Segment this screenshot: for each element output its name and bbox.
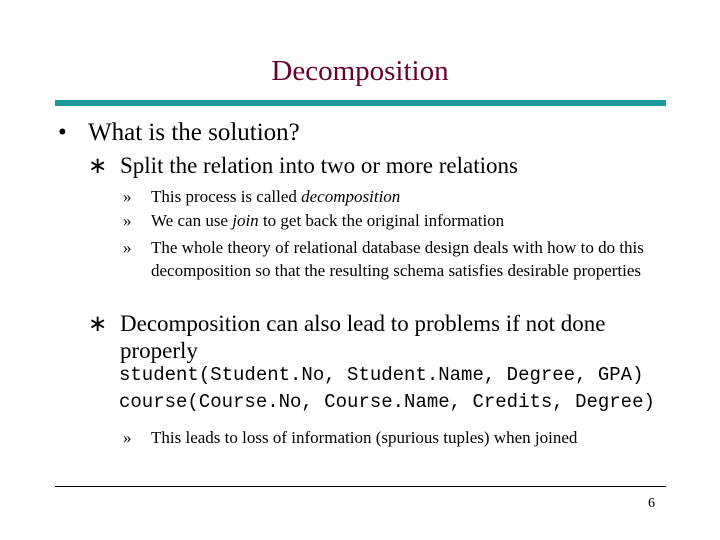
- bullet-marker: •: [58, 119, 67, 146]
- text-segment: We can use: [151, 211, 233, 230]
- detail-bullet-marker: »: [123, 428, 132, 447]
- sub-bullet-marker: ∗: [88, 153, 108, 178]
- slide-title: Decomposition: [271, 55, 449, 87]
- detail-bullet-text: [151, 185, 671, 208]
- detail-bullet-marker: »: [123, 238, 132, 257]
- title-divider: [55, 100, 666, 106]
- detail-bullet-marker: »: [123, 187, 132, 206]
- detail-bullet-text: [151, 209, 671, 232]
- sub-bullet-marker: ∗: [88, 311, 108, 336]
- emphasis-term: decomposition: [301, 187, 401, 206]
- detail-bullet-text: This leads to loss of information (spurious tuples) when joined: [151, 428, 578, 447]
- detail-bullet-marker: »: [123, 211, 132, 230]
- detail-bullet-text: The whole theory of relational database design deals with how to do this decomposition so that the resulting schema satisfies desirable properties: [151, 238, 644, 280]
- emphasis-term: join: [232, 211, 259, 230]
- bullet-text: What is the solution?: [88, 119, 300, 146]
- sub-bullet-text: Split the relation into two or more relations: [120, 153, 518, 178]
- text-segment: This process is called: [151, 187, 302, 206]
- text-segment: to get back the original information: [258, 211, 505, 230]
- page-number: 6: [648, 496, 655, 511]
- sub-bullet-text: Decomposition can also lead to problems if not done properly: [120, 311, 606, 363]
- bullet-level1: [58, 119, 300, 147]
- code-line-student: student(Student.No, Student.Name, Degree, GPA): [119, 364, 644, 386]
- footer-divider: [55, 486, 666, 487]
- code-line-course: course(Course.No, Course.Name, Credits, Degree): [119, 391, 655, 413]
